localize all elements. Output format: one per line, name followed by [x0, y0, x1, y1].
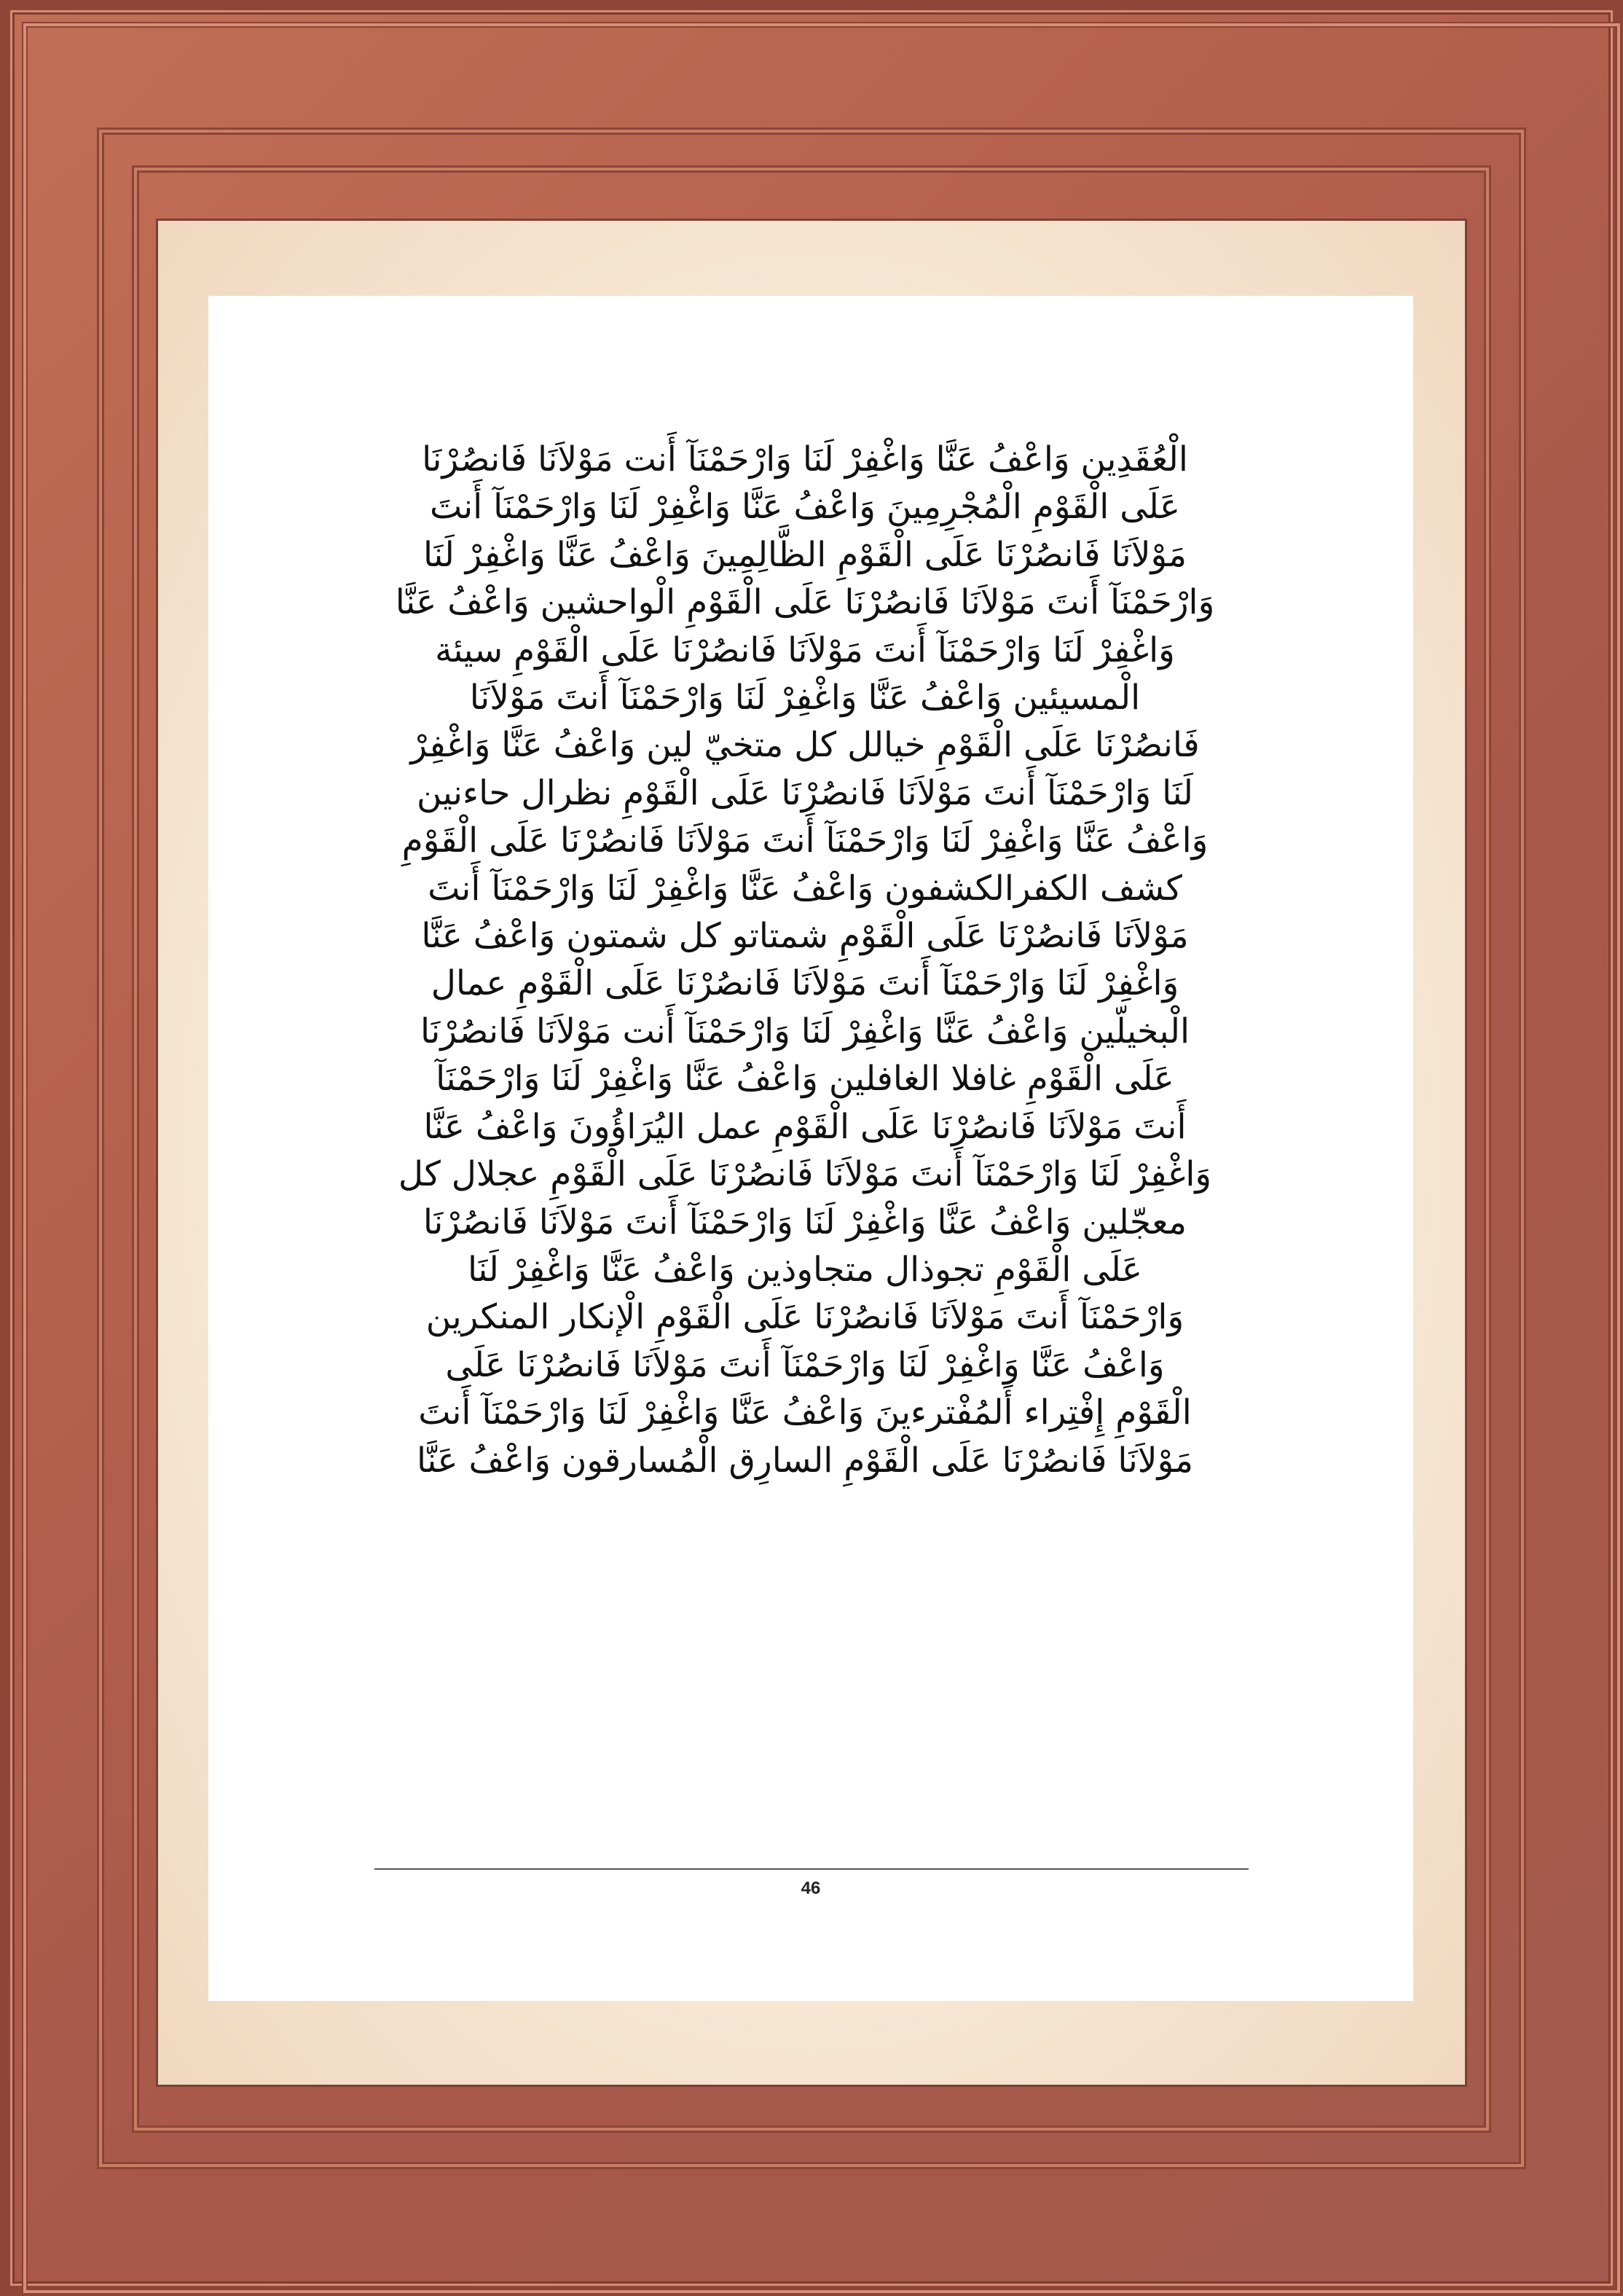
text-line: وَاغْفِرْ لَنَا وَارْحَمْنَآ أَنتَ مَوْلاَنَا فَانصُرْنَا عَلَى الْقَوْمِ سيئة — [435, 630, 1175, 670]
text-line: أَنتَ مَوْلاَنَا فَانصُرْنَا عَلَى الْقَوْمِ عمل اليُرَاؤُونَ وَاعْفُ عَنَّا — [423, 1106, 1187, 1147]
document-page — [208, 296, 1413, 2001]
text-line: مَوْلاَنَا فَانصُرْنَا عَلَى الْقَوْمِ السارِق الْمُسارقون وَاعْفُ عَنَّا — [416, 1440, 1194, 1481]
text-line: كشف الكفرالكشفون وَاعْفُ عَنَّا وَاغْفِرْ لَنَا وَارْحَمْنَآ أَنتَ — [428, 868, 1182, 909]
footer-divider — [374, 1868, 1249, 1870]
text-line: عَلَى الْقَوْمِ الْمُجْرِمِينَ وَاعْفُ عَنَّا وَاغْفِرْ لَنَا وَارْحَمْنَآ أَنتَ — [429, 487, 1181, 528]
text-line: الْعُقَدِين وَاعْفُ عَنَّا وَاغْفِرْ لَنَا وَارْحَمْنَآ أَنت مَوْلاَنَا فَانصُرْنَا — [422, 439, 1188, 479]
text-line: لَنَا وَارْحَمْنَآ أَنتَ مَوْلاَنَا فَانصُرْنَا عَلَى الْقَوْمِ نظرال حاءنين — [416, 772, 1194, 813]
text-line: الْبخيلّين وَاعْفُ عَنَّا وَاغْفِرْ لَنَا وَارْحَمْنَآ أَنت مَوْلاَنَا فَانصُرْنَا — [420, 1011, 1190, 1051]
text-line: فَانصُرْنَا عَلَى الْقَوْمِ خيالل كل متخيّ لين وَاعْفُ عَنَّا وَاغْفِرْ — [410, 725, 1200, 766]
text-line: مَوْلاَنَا فَانصُرْنَا عَلَى الْقَوْمِ شمتاتو كل شمتون وَاعْفُ عَنَّا — [421, 916, 1189, 957]
page-number: 46 — [801, 1878, 821, 1898]
text-line: معجّلين وَاعْفُ عَنَّا وَاغْفِرْ لَنَا وَارْحَمْنَآ أَنتَ مَوْلاَنَا فَانصُرْنَا — [423, 1202, 1187, 1242]
arabic-text-block — [347, 436, 1263, 1484]
text-line: وَارْحَمْنَآ أَنتَ مَوْلاَنَا فَانصُرْنَا عَلَى الْقَوْمِ الْإنكار المنكرين — [425, 1297, 1184, 1338]
text-line: الْمسيئين وَاعْفُ عَنَّا وَاغْفِرْ لَنَا وَارْحَمْنَآ أَنتَ مَوْلاَنَا — [469, 678, 1141, 718]
text-line: وَارْحَمْنَآ أَنتَ مَوْلاَنَا فَانصُرْنَا عَلَى الْقَوْمِ الْواحشين وَاعْفُ عَنَّا — [395, 582, 1215, 623]
text-line: وَاعْفُ عَنَّا وَاغْفِرْ لَنَا وَارْحَمْنَآ أَنتَ مَوْلاَنَا فَانصُرْنَا عَلَى — [445, 1344, 1165, 1385]
text-line: عَلَى الْقَوْمِ غافلا الغافلين وَاعْفُ عَنَّا وَاغْفِرْ لَنَا وَارْحَمْنَآ — [436, 1059, 1174, 1100]
text-line: وَاعْفُ عَنَّا وَاغْفِرْ لَنَا وَارْحَمْنَآ أَنتَ مَوْلاَنَا فَانصُرْنَا عَلَى الْقَوْمِ — [401, 820, 1209, 861]
text-line: الْقَوْمِ إِفْتِراء أَلمُفْترءينَ وَاعْفُ عَنَّا وَاغْفِرْ لَنَا وَارْحَمْنَآ أَنتَ — [418, 1392, 1192, 1433]
text-line: مَوْلاَنَا فَانصُرْنَا عَلَى الْقَوْمِ الظَّالِمِينَ وَاعْفُ عَنَّا وَاغْفِرْ لَنَا — [423, 534, 1187, 575]
text-line: عَلَى الْقَوْمِ تجوذال متجاوذين وَاعْفُ عَنَّا وَاغْفِرْ لَنَا — [467, 1249, 1143, 1290]
text-line: وَاغْفِرْ لَنَا وَارْحَمْنَآ أَنتَ مَوْلاَنَا فَانصُرْنَا عَلَى الْقَوْمِ عجلال كل — [398, 1154, 1212, 1195]
text-line: وَاغْفِرْ لَنَا وَارْحَمْنَآ أَنتَ مَوْلاَنَا فَانصُرْنَا عَلَى الْقَوْمِ عمال — [431, 963, 1179, 1004]
